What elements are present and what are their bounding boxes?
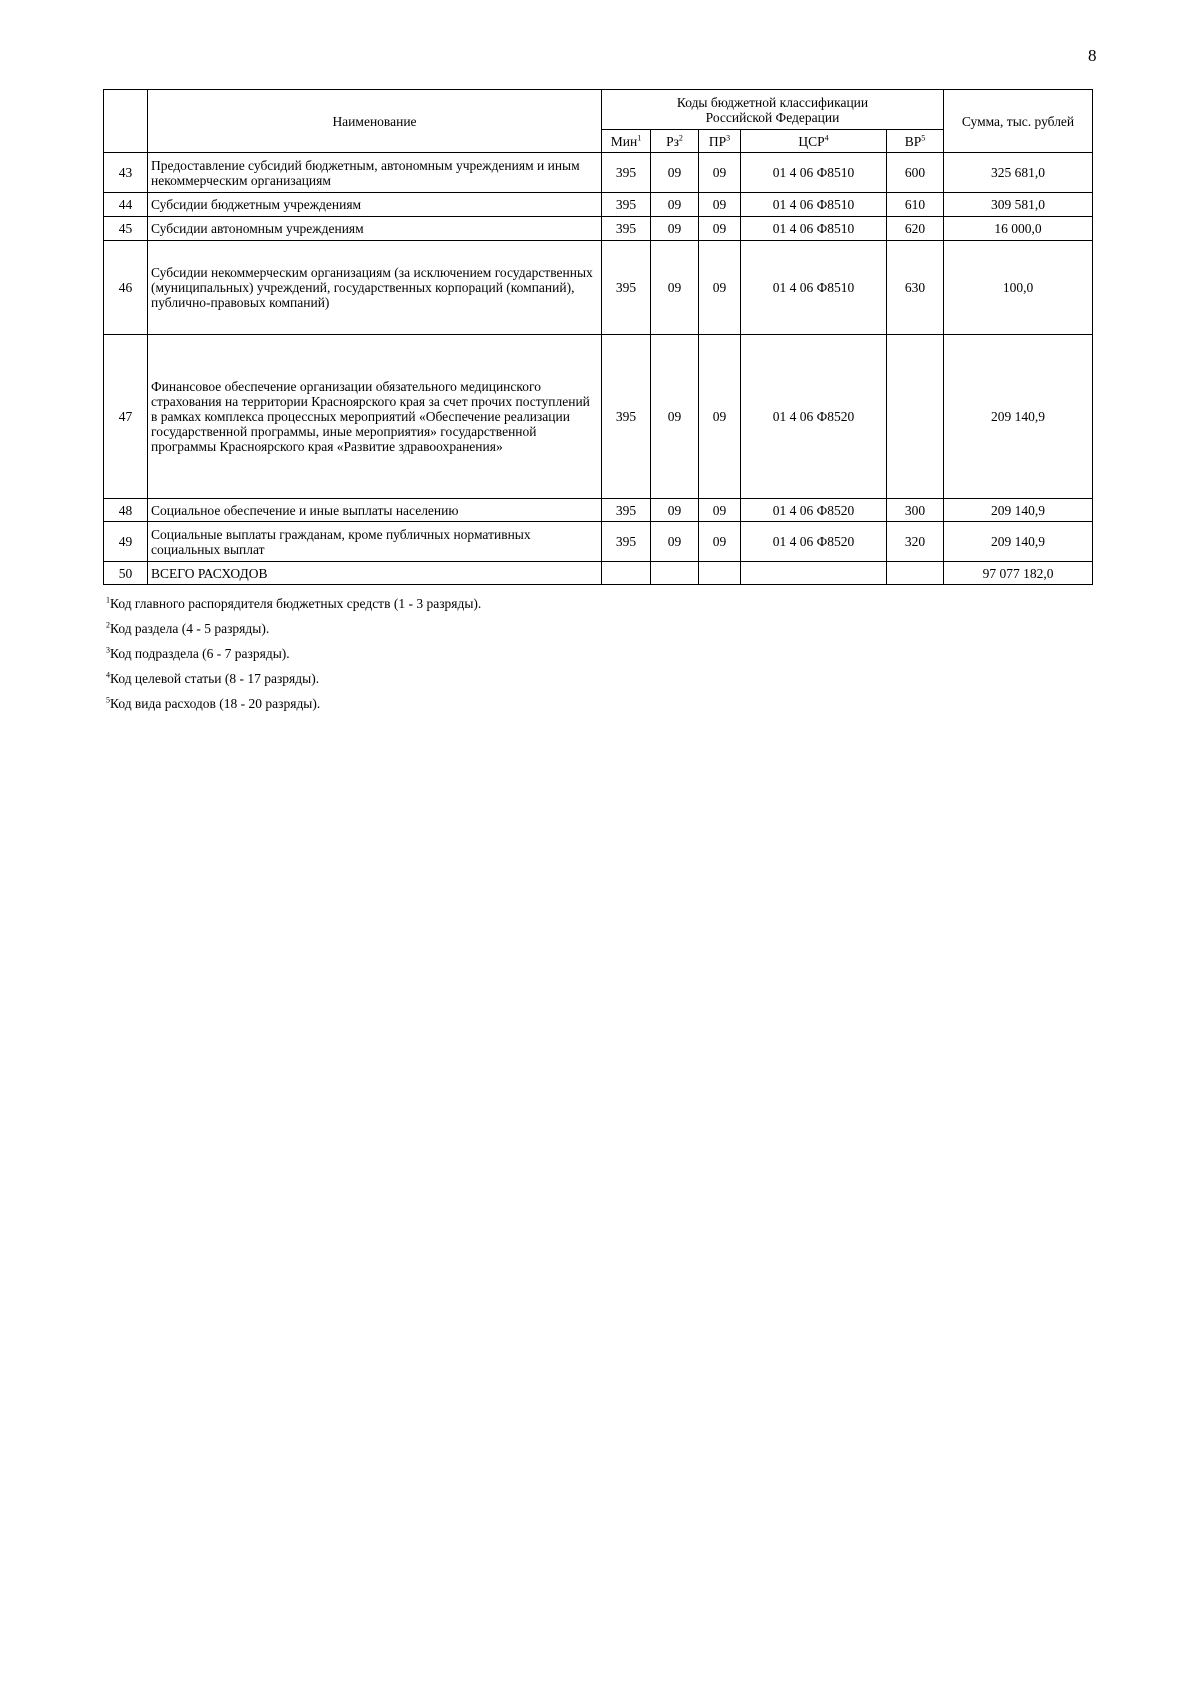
footnotes: [106, 591, 481, 716]
row-csr: 01 4 06 Ф8520: [741, 335, 887, 499]
row-name: Финансовое обеспечение организации обязательного медицинского страхования на территории Красноярского края за счет прочих поступлений в рамках комплекса процессных мероприятий «Обеспечение реализации государственной программы, иные мероприятия» государственной программы Красноярского края «Развитие здравоохранения»: [148, 335, 602, 499]
row-name: Предоставление субсидий бюджетным, автономным учреждениям и иным некоммерческим организациям: [148, 153, 602, 193]
header-pr: $ПР^3$: [699, 130, 741, 153]
header-codes-group-line1: Коды бюджетной классификации: [676, 94, 869, 110]
table-row: [104, 241, 1093, 335]
footnote: $^5$Код вида расходов (18 - 20 разряды).: [106, 695, 321, 711]
table-row: [104, 153, 1093, 193]
row-min: 395: [602, 335, 651, 499]
header-csr: ЦСР$^4$: [741, 130, 887, 153]
row-sum: 309 581,0: [944, 193, 1093, 217]
table-row: [104, 499, 1093, 522]
row-rz: 09: [651, 217, 699, 241]
header-rz: $Рз^2$: [651, 130, 699, 153]
footnote: $^3$Код подраздела (6 - 7 разряды).: [106, 645, 290, 661]
row-rz: 09: [651, 241, 699, 335]
row-sum: 97 077 182,0: [944, 562, 1093, 585]
row-number: 43: [104, 153, 148, 193]
row-number: 47: [104, 335, 148, 499]
row-csr: 01 4 06 Ф8510: [741, 217, 887, 241]
header-codes-group-line2: Российской Федерации: [705, 109, 840, 125]
row-sum: 100,0: [944, 241, 1093, 335]
header-sum: Сумма, тыс. рублей: [944, 90, 1093, 153]
row-min: 395: [602, 217, 651, 241]
row-rz: 09: [651, 193, 699, 217]
row-vr: [887, 335, 944, 499]
row-name: Социальные выплаты гражданам, кроме публичных нормативных социальных выплат: [148, 522, 602, 562]
row-csr: [741, 562, 887, 585]
header-min: Мин$^1$: [602, 130, 651, 153]
row-min: 395: [602, 499, 651, 522]
row-name: ВСЕГО РАСХОДОВ: [148, 562, 602, 585]
row-pr: 09: [699, 153, 741, 193]
row-pr: 09: [699, 217, 741, 241]
row-sum: 209 140,9: [944, 499, 1093, 522]
row-number: 50: [104, 562, 148, 585]
table-row: [104, 335, 1093, 499]
footnote: $^2$Код раздела (4 - 5 разряды).: [106, 620, 270, 636]
row-vr: 610: [887, 193, 944, 217]
budget-table: [103, 89, 1093, 585]
row-name: Социальное обеспечение и иные выплаты населению: [148, 499, 602, 522]
row-pr: 09: [699, 522, 741, 562]
row-vr: 300: [887, 499, 944, 522]
row-csr: 01 4 06 Ф8510: [741, 241, 887, 335]
row-pr: 09: [699, 335, 741, 499]
row-rz: 09: [651, 153, 699, 193]
header-name: Наименование: [148, 90, 602, 153]
row-rz: 09: [651, 335, 699, 499]
row-name: Субсидии автономным учреждениям: [148, 217, 602, 241]
header-codes-group: [602, 90, 944, 130]
row-sum: 16 000,0: [944, 217, 1093, 241]
row-pr: 09: [699, 241, 741, 335]
row-number: 45: [104, 217, 148, 241]
row-rz: 09: [651, 522, 699, 562]
row-rz: 09: [651, 499, 699, 522]
footnote: $^1$Код главного распорядителя бюджетных средств (1 - 3 разряды).: [106, 595, 482, 611]
row-min: 395: [602, 153, 651, 193]
row-vr: [887, 562, 944, 585]
table-body: [104, 153, 1093, 585]
row-number: 44: [104, 193, 148, 217]
row-number: 49: [104, 522, 148, 562]
row-csr: 01 4 06 Ф8520: [741, 522, 887, 562]
row-min: [602, 562, 651, 585]
table-row-total: [104, 562, 1093, 585]
row-csr: 01 4 06 Ф8510: [741, 153, 887, 193]
page-number: 8: [1088, 46, 1097, 65]
row-vr: 630: [887, 241, 944, 335]
row-pr: 09: [699, 499, 741, 522]
row-pr: 09: [699, 193, 741, 217]
table-row: [104, 522, 1093, 562]
table-row: [104, 193, 1093, 217]
row-number: 48: [104, 499, 148, 522]
row-name: Субсидии бюджетным учреждениям: [148, 193, 602, 217]
row-pr: [699, 562, 741, 585]
row-csr: 01 4 06 Ф8520: [741, 499, 887, 522]
row-vr: 600: [887, 153, 944, 193]
row-sum: 209 140,9: [944, 335, 1093, 499]
row-number: 46: [104, 241, 148, 335]
row-csr: 01 4 06 Ф8510: [741, 193, 887, 217]
row-name: Субсидии некоммерческим организациям (за исключением государственных (муниципальных) учреждений, государственных корпораций (компаний), публично-правовых компаний): [148, 241, 602, 335]
header-vr: $ВР^5$: [887, 130, 944, 153]
table-header: [104, 90, 1093, 153]
row-sum: 325 681,0: [944, 153, 1093, 193]
row-rz: [651, 562, 699, 585]
row-min: 395: [602, 193, 651, 217]
row-vr: 620: [887, 217, 944, 241]
row-sum: 209 140,9: [944, 522, 1093, 562]
footnote: $^4$Код целевой статьи (8 - 17 разряды).: [106, 670, 320, 686]
row-min: 395: [602, 241, 651, 335]
header-number-cell: [104, 90, 148, 153]
row-vr: 320: [887, 522, 944, 562]
row-min: 395: [602, 522, 651, 562]
table-row: [104, 217, 1093, 241]
